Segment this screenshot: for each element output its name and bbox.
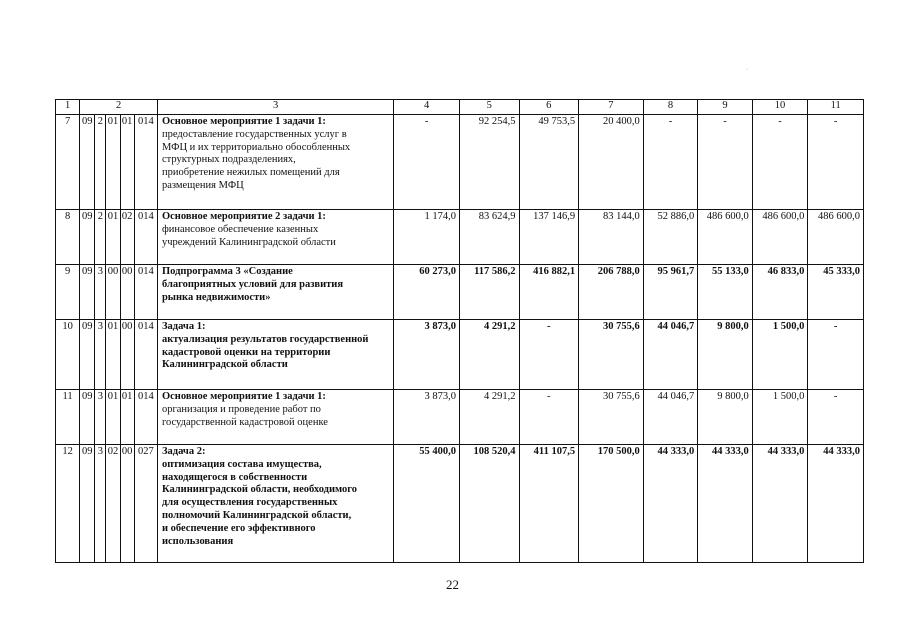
header-cell: 8: [643, 100, 698, 115]
value-cell: -: [808, 390, 864, 445]
description-line: приобретение нежилых помещений для: [161, 167, 340, 179]
code-cell: 02: [120, 210, 134, 265]
value-cell: 44 333,0: [643, 445, 698, 563]
description-line: и обеспечение его эффективного: [161, 522, 316, 534]
description-line: актуализация результатов государственной: [161, 333, 369, 345]
description-line: находящегося в собственности: [161, 471, 308, 483]
description-line: для осуществления государственных: [161, 497, 338, 509]
value-cell: -: [519, 320, 579, 390]
row-number-cell: 8: [56, 210, 80, 265]
value-cell: 44 046,7: [643, 390, 698, 445]
description-cell: [157, 210, 393, 265]
value-cell: 4 291,2: [459, 320, 519, 390]
description-line: размещения МФЦ: [161, 179, 244, 191]
value-cell: 20 400,0: [579, 115, 644, 210]
header-cell: 10: [752, 100, 808, 115]
description-line: предоставление государственных услуг в: [161, 128, 347, 140]
row-number-cell: 10: [56, 320, 80, 390]
value-cell: 55 133,0: [698, 265, 753, 320]
code-cell: 00: [120, 320, 134, 390]
row-number-cell: 11: [56, 390, 80, 445]
value-cell: -: [752, 115, 808, 210]
value-cell: 206 788,0: [579, 265, 644, 320]
description-cell: [157, 445, 393, 563]
value-cell: 486 600,0: [808, 210, 864, 265]
value-cell: 30 755,6: [579, 320, 644, 390]
header-cell: 7: [579, 100, 644, 115]
code-cell: 01: [106, 210, 120, 265]
table-row: [56, 210, 864, 265]
header-cell: 6: [519, 100, 579, 115]
code-cell: 01: [106, 115, 120, 210]
code-cell: 014: [134, 390, 157, 445]
header-cell: 3: [157, 100, 393, 115]
value-cell: -: [698, 115, 753, 210]
value-cell: 486 600,0: [752, 210, 808, 265]
value-cell: 411 107,5: [519, 445, 579, 563]
value-cell: 83 624,9: [459, 210, 519, 265]
row-number-cell: 7: [56, 115, 80, 210]
value-cell: 4 291,2: [459, 390, 519, 445]
value-cell: -: [394, 115, 460, 210]
description-line: кадастровой оценки на территории: [161, 346, 331, 358]
value-cell: 30 755,6: [579, 390, 644, 445]
header-cell: 5: [459, 100, 519, 115]
code-cell: 014: [134, 115, 157, 210]
description-line: использования: [161, 535, 234, 547]
code-cell: 00: [106, 265, 120, 320]
code-cell: 014: [134, 265, 157, 320]
value-cell: 9 800,0: [698, 320, 753, 390]
scan-speck: ·: [746, 67, 748, 73]
value-cell: 83 144,0: [579, 210, 644, 265]
header-cell: 9: [698, 100, 753, 115]
code-cell: 3: [95, 390, 106, 445]
description-title: Основное мероприятие 1 задачи 1:: [161, 391, 326, 402]
code-cell: 01: [106, 390, 120, 445]
value-cell: 9 800,0: [698, 390, 753, 445]
description-line: благоприятных условий для развития: [161, 278, 344, 290]
code-cell: 3: [95, 445, 106, 563]
code-cell: 00: [120, 445, 134, 563]
description-line: оптимизация состава имущества,: [161, 458, 322, 470]
header-cell: 11: [808, 100, 864, 115]
value-cell: 44 333,0: [808, 445, 864, 563]
code-cell: 3: [95, 320, 106, 390]
description-line: учреждений Калининградской области: [161, 236, 336, 248]
value-cell: 486 600,0: [698, 210, 753, 265]
table-row: [56, 390, 864, 445]
value-cell: 44 333,0: [698, 445, 753, 563]
code-cell: 2: [95, 115, 106, 210]
code-cell: 09: [80, 265, 95, 320]
header-row: [56, 100, 864, 115]
table-row: [56, 265, 864, 320]
table-body: [56, 100, 864, 563]
value-cell: 52 886,0: [643, 210, 698, 265]
header-cell: 2: [80, 100, 158, 115]
value-cell: 137 146,9: [519, 210, 579, 265]
code-cell: 3: [95, 265, 106, 320]
description-line: финансовое обеспечение казенных: [161, 223, 319, 235]
description-cell: [157, 265, 393, 320]
description-title: Задача 1:: [161, 321, 206, 332]
description-line: Калининградской области, необходимого: [161, 484, 358, 496]
code-cell: 09: [80, 320, 95, 390]
value-cell: 92 254,5: [459, 115, 519, 210]
value-cell: 44 333,0: [752, 445, 808, 563]
code-cell: 01: [106, 320, 120, 390]
description-line: рынка недвижимости»: [161, 291, 271, 303]
budget-table: [55, 99, 864, 563]
value-cell: -: [808, 115, 864, 210]
header-cell: 4: [394, 100, 460, 115]
header-cell: 1: [56, 100, 80, 115]
description-line: государственной кадастровой оценке: [161, 416, 328, 428]
code-cell: 09: [80, 210, 95, 265]
description-title: Задача 2:: [161, 446, 206, 457]
table-row: [56, 115, 864, 210]
description-cell: [157, 390, 393, 445]
row-number-cell: 12: [56, 445, 80, 563]
description-title: Основное мероприятие 1 задачи 1:: [161, 116, 326, 127]
description-title: Основное мероприятие 2 задачи 1:: [161, 211, 326, 222]
code-cell: 014: [134, 210, 157, 265]
value-cell: -: [519, 390, 579, 445]
code-cell: 027: [134, 445, 157, 563]
value-cell: -: [808, 320, 864, 390]
value-cell: 95 961,7: [643, 265, 698, 320]
description-line: структурных подразделениях,: [161, 154, 296, 166]
description-line: организация и проведение работ по: [161, 403, 321, 415]
row-number-cell: 9: [56, 265, 80, 320]
value-cell: 108 520,4: [459, 445, 519, 563]
value-cell: 60 273,0: [394, 265, 460, 320]
description-line: Калининградской области: [161, 359, 288, 371]
code-cell: 00: [120, 265, 134, 320]
value-cell: 117 586,2: [459, 265, 519, 320]
description-cell: [157, 115, 393, 210]
code-cell: 09: [80, 115, 95, 210]
value-cell: 170 500,0: [579, 445, 644, 563]
code-cell: 014: [134, 320, 157, 390]
value-cell: 1 500,0: [752, 390, 808, 445]
value-cell: 3 873,0: [394, 320, 460, 390]
value-cell: 45 333,0: [808, 265, 864, 320]
code-cell: 02: [106, 445, 120, 563]
description-line: МФЦ и их территориально обособленных: [161, 141, 351, 153]
value-cell: 46 833,0: [752, 265, 808, 320]
description-cell: [157, 320, 393, 390]
table-row: [56, 320, 864, 390]
description-title: Подпрограмма 3 «Создание: [161, 266, 293, 277]
page-number: 22: [446, 577, 459, 592]
table-row: [56, 445, 864, 563]
value-cell: -: [643, 115, 698, 210]
value-cell: 49 753,5: [519, 115, 579, 210]
value-cell: 55 400,0: [394, 445, 460, 563]
value-cell: 44 046,7: [643, 320, 698, 390]
value-cell: 416 882,1: [519, 265, 579, 320]
code-cell: 09: [80, 445, 95, 563]
code-cell: 01: [120, 390, 134, 445]
code-cell: 01: [120, 115, 134, 210]
code-cell: 09: [80, 390, 95, 445]
value-cell: 1 500,0: [752, 320, 808, 390]
value-cell: 1 174,0: [394, 210, 460, 265]
code-cell: 2: [95, 210, 106, 265]
value-cell: 3 873,0: [394, 390, 460, 445]
description-line: полномочий Калининградской области,: [161, 509, 352, 521]
